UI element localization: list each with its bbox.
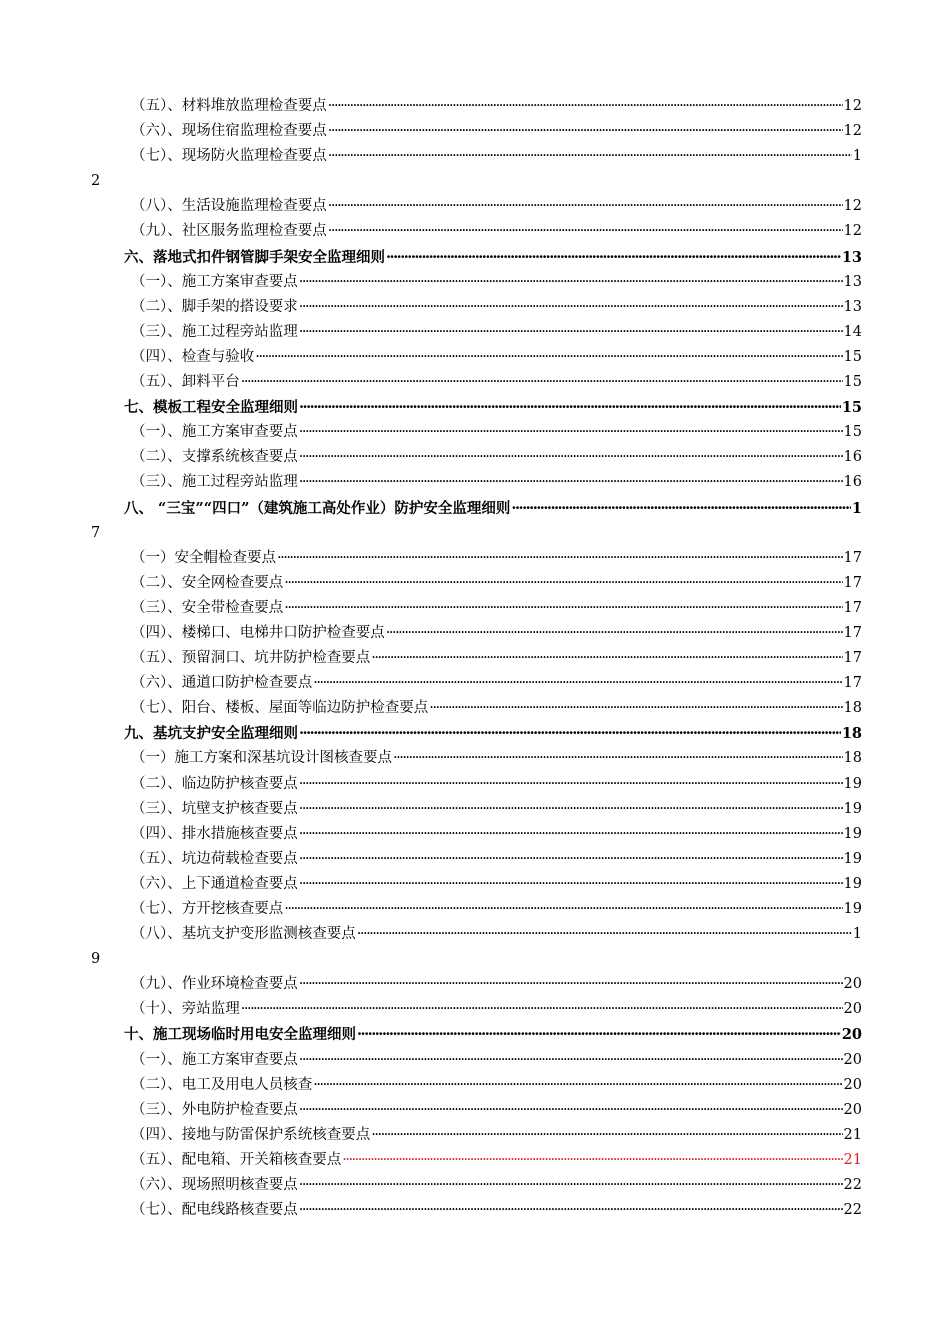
toc-entry[interactable] bbox=[131, 1173, 862, 1198]
toc-entry-title: （二）、安全网检查要点 bbox=[131, 574, 284, 591]
toc-line bbox=[0, 746, 950, 771]
toc-page-number: 16 bbox=[843, 449, 862, 466]
toc-line bbox=[0, 1048, 950, 1073]
toc-page-number: 21 bbox=[843, 1151, 862, 1168]
toc-page-number-continued: 9 bbox=[91, 951, 101, 968]
toc-entry[interactable] bbox=[131, 470, 862, 495]
toc-page-number: 12 bbox=[843, 123, 862, 140]
toc-page-number: 17 bbox=[843, 650, 862, 667]
toc-line bbox=[0, 1148, 950, 1173]
toc-entry-title: （二）、支撑系统核查要点 bbox=[131, 449, 298, 466]
toc-entry-title: （九）、作业环境检查要点 bbox=[131, 976, 298, 993]
dot-leader bbox=[299, 721, 841, 746]
toc-entry[interactable] bbox=[131, 295, 862, 320]
toc-entry[interactable] bbox=[131, 1148, 862, 1173]
toc-page-number: 15 bbox=[843, 424, 862, 441]
dot-leader bbox=[313, 1073, 842, 1098]
toc-line bbox=[0, 546, 950, 571]
toc-page-number: 17 bbox=[843, 624, 862, 641]
toc-line bbox=[0, 144, 950, 169]
dot-leader bbox=[328, 119, 843, 144]
toc-entry[interactable] bbox=[131, 144, 862, 169]
dot-leader bbox=[284, 571, 842, 596]
dot-leader bbox=[371, 1123, 842, 1148]
toc-entry-title: （八）、生活设施监理检查要点 bbox=[131, 198, 327, 215]
toc-entry[interactable] bbox=[131, 546, 862, 571]
toc-page-number: 12 bbox=[843, 198, 862, 215]
toc-entry[interactable] bbox=[131, 997, 862, 1022]
toc-entry-title: （三）、施工过程旁站监理 bbox=[131, 323, 298, 340]
toc-entry-title: （一）、施工方案审查要点 bbox=[131, 1051, 298, 1068]
toc-line bbox=[0, 1098, 950, 1123]
dot-leader bbox=[299, 1198, 843, 1223]
toc-section-entry[interactable] bbox=[124, 721, 862, 746]
toc-page-number: 20 bbox=[841, 1026, 862, 1044]
toc-page-number: 1 bbox=[852, 926, 862, 943]
toc-page-number: 19 bbox=[843, 875, 862, 892]
toc-line bbox=[0, 119, 950, 144]
toc-line bbox=[0, 295, 950, 320]
toc-line bbox=[0, 370, 950, 395]
toc-line bbox=[0, 621, 950, 646]
toc-page-number: 12 bbox=[843, 98, 862, 114]
toc-page-number: 19 bbox=[843, 825, 862, 842]
dot-leader bbox=[299, 797, 843, 822]
dot-leader bbox=[386, 245, 841, 270]
toc-entry-title: （一）安全帽检查要点 bbox=[131, 549, 276, 566]
toc-entry[interactable] bbox=[131, 671, 862, 696]
toc-section-entry[interactable] bbox=[124, 245, 862, 270]
toc-page-number: 15 bbox=[841, 399, 862, 417]
toc-line bbox=[0, 219, 950, 244]
toc-line bbox=[0, 395, 950, 420]
toc-entry-title: （三）、外电防护检查要点 bbox=[131, 1101, 298, 1118]
toc-entry-title: （八）、基坑支护变形监测核查要点 bbox=[131, 926, 356, 943]
toc-line bbox=[0, 696, 950, 721]
toc-page-number: 18 bbox=[841, 725, 862, 743]
toc-entry-title: （五）、材料堆放监理检查要点 bbox=[131, 98, 327, 114]
toc-line bbox=[0, 270, 950, 295]
dot-leader bbox=[299, 270, 843, 295]
toc-page-number: 22 bbox=[843, 1177, 862, 1194]
toc-page-number: 18 bbox=[843, 700, 862, 717]
toc-entry-title: （十）、旁站监理 bbox=[131, 1001, 240, 1018]
dot-leader bbox=[511, 496, 850, 521]
toc-entry[interactable] bbox=[131, 797, 862, 822]
toc-page-number: 13 bbox=[841, 248, 862, 266]
toc-page-number: 18 bbox=[843, 750, 862, 767]
dot-leader bbox=[328, 219, 843, 244]
toc-entry-title: （六）、上下通道检查要点 bbox=[131, 875, 298, 892]
toc-entry-title: （二）、脚手架的搭设要求 bbox=[131, 298, 298, 315]
toc-entry[interactable] bbox=[131, 872, 862, 897]
toc-line bbox=[0, 1073, 950, 1098]
toc-entry[interactable] bbox=[131, 1048, 862, 1073]
toc-line bbox=[0, 721, 950, 746]
toc-entry[interactable] bbox=[131, 94, 862, 119]
toc-entry[interactable] bbox=[131, 621, 862, 646]
toc-entry-title: （四）、楼梯口、电梯井口防护检查要点 bbox=[131, 624, 385, 641]
dot-leader bbox=[277, 546, 843, 571]
toc-line bbox=[0, 1022, 950, 1047]
toc-line bbox=[0, 194, 950, 219]
toc-page-number: 13 bbox=[843, 298, 862, 315]
toc-page-number: 21 bbox=[843, 1126, 862, 1143]
dot-leader bbox=[386, 621, 843, 646]
toc-line bbox=[0, 1198, 950, 1223]
toc-entry-title: （二）、临边防护核查要点 bbox=[131, 775, 298, 792]
toc-line bbox=[0, 1173, 950, 1198]
toc-entry-title: （七）、配电线路核查要点 bbox=[131, 1202, 298, 1219]
toc-entry-title: （三）、安全带检查要点 bbox=[131, 599, 284, 616]
toc-entry-title: （一）施工方案和深基坑设计图核查要点 bbox=[131, 750, 392, 767]
toc-entry[interactable] bbox=[131, 1198, 862, 1223]
toc-page-number: 20 bbox=[843, 1001, 862, 1018]
toc-line bbox=[0, 420, 950, 445]
dot-leader bbox=[299, 420, 843, 445]
dot-leader bbox=[299, 1098, 843, 1123]
toc-page-number: 14 bbox=[843, 323, 862, 340]
toc-entry[interactable] bbox=[131, 119, 862, 144]
toc-line bbox=[0, 646, 950, 671]
toc-entry[interactable] bbox=[131, 320, 862, 345]
toc-entry[interactable] bbox=[131, 646, 862, 671]
toc-entry-title: （六）、现场照明核查要点 bbox=[131, 1177, 298, 1194]
toc-entry[interactable] bbox=[131, 746, 862, 771]
toc-page-number-wrap bbox=[0, 169, 950, 194]
toc-entry-title: （三）、坑壁支护核查要点 bbox=[131, 800, 298, 817]
dot-leader bbox=[299, 295, 843, 320]
toc-page-number: 20 bbox=[843, 976, 862, 993]
toc-entry[interactable] bbox=[131, 270, 862, 295]
toc-line bbox=[0, 772, 950, 797]
toc-entry[interactable] bbox=[131, 696, 862, 721]
toc-entry-title: （七）、阳台、楼板、屋面等临边防护检查要点 bbox=[131, 700, 429, 717]
toc-line bbox=[0, 922, 950, 947]
toc-entry-title: （六）、通道口防护检查要点 bbox=[131, 675, 313, 692]
toc-entry-title: （七）、现场防火监理检查要点 bbox=[131, 148, 327, 165]
toc-entry-title: （四）、检查与验收 bbox=[131, 348, 255, 365]
toc-section-entry[interactable] bbox=[124, 1022, 862, 1047]
dot-leader bbox=[357, 1022, 841, 1047]
toc-line bbox=[0, 596, 950, 621]
toc-entry[interactable] bbox=[131, 194, 862, 219]
toc-entry[interactable] bbox=[131, 1098, 862, 1123]
toc-entry-title: （五）、预留洞口、坑井防护检查要点 bbox=[131, 650, 371, 667]
toc-entry-title: （四）、排水措施核查要点 bbox=[131, 825, 298, 842]
dot-leader bbox=[299, 320, 843, 345]
toc-entry-title: （二）、电工及用电人员核查 bbox=[131, 1076, 313, 1093]
dot-leader bbox=[284, 596, 842, 621]
dot-leader bbox=[313, 671, 842, 696]
toc-line bbox=[0, 671, 950, 696]
toc-entry[interactable] bbox=[131, 571, 862, 596]
toc-entry-title: （三）、施工过程旁站监理 bbox=[131, 474, 298, 491]
toc-page-number: 15 bbox=[843, 374, 862, 391]
dot-leader bbox=[299, 395, 841, 420]
dot-leader bbox=[342, 1148, 842, 1173]
dot-leader bbox=[328, 144, 852, 169]
toc-entry[interactable] bbox=[131, 972, 862, 997]
toc-page-number: 16 bbox=[843, 474, 862, 491]
toc-line bbox=[0, 897, 950, 922]
toc-entry-title: （五）、卸料平台 bbox=[131, 374, 240, 391]
toc-line bbox=[0, 496, 950, 521]
toc-line bbox=[0, 320, 950, 345]
toc-entry-title: （六）、现场住宿监理检查要点 bbox=[131, 123, 327, 140]
toc-entry-title: （一）、施工方案审查要点 bbox=[131, 273, 298, 290]
toc-entry-title: 九、基坑支护安全监理细则 bbox=[124, 725, 298, 743]
dot-leader bbox=[299, 772, 843, 797]
toc-page-number: 13 bbox=[843, 273, 862, 290]
dot-leader bbox=[255, 345, 842, 370]
dot-leader bbox=[429, 696, 842, 721]
toc-line bbox=[0, 245, 950, 270]
toc-line bbox=[0, 797, 950, 822]
toc-line bbox=[0, 872, 950, 897]
dot-leader bbox=[299, 872, 843, 897]
dot-leader bbox=[328, 94, 843, 119]
toc-page-number: 1 bbox=[852, 148, 862, 165]
toc-section-entry[interactable] bbox=[124, 496, 862, 521]
toc-page-number: 17 bbox=[843, 599, 862, 616]
toc-page-number-wrap bbox=[0, 521, 950, 546]
toc-line bbox=[0, 972, 950, 997]
toc-page-number: 1 bbox=[851, 499, 862, 517]
toc-entry[interactable] bbox=[131, 897, 862, 922]
toc-page-number-wrap bbox=[0, 947, 950, 972]
toc-page-number: 12 bbox=[843, 223, 862, 240]
toc-line bbox=[0, 470, 950, 495]
toc-page-number: 15 bbox=[843, 348, 862, 365]
dot-leader bbox=[299, 972, 843, 997]
toc-line bbox=[0, 1123, 950, 1148]
toc-page-number: 19 bbox=[843, 901, 862, 917]
toc-line bbox=[0, 847, 950, 872]
toc-entry[interactable] bbox=[131, 445, 862, 470]
dot-leader bbox=[357, 922, 852, 947]
table-of-contents bbox=[0, 94, 950, 1223]
toc-entry-title: 七、模板工程安全监理细则 bbox=[124, 399, 298, 417]
toc-entry[interactable] bbox=[131, 219, 862, 244]
toc-entry-title: （五）、配电箱、开关箱核查要点 bbox=[131, 1151, 342, 1168]
toc-entry[interactable] bbox=[131, 822, 862, 847]
toc-entry[interactable] bbox=[131, 922, 862, 947]
dot-leader bbox=[299, 470, 843, 495]
dot-leader bbox=[393, 746, 843, 771]
dot-leader bbox=[284, 897, 842, 922]
toc-line bbox=[0, 94, 950, 119]
toc-entry-title: （七）、方开挖核查要点 bbox=[131, 901, 284, 917]
toc-page-number: 20 bbox=[843, 1101, 862, 1118]
toc-entry-title: 六、落地式扣件钢管脚手架安全监理细则 bbox=[124, 248, 385, 266]
toc-line bbox=[0, 822, 950, 847]
dot-leader bbox=[328, 194, 843, 219]
toc-page-number: 19 bbox=[843, 775, 862, 792]
toc-page-number-continued: 2 bbox=[91, 173, 101, 190]
toc-line bbox=[0, 345, 950, 370]
toc-page-number: 17 bbox=[843, 549, 862, 566]
toc-line bbox=[0, 997, 950, 1022]
toc-entry[interactable] bbox=[131, 1073, 862, 1098]
dot-leader bbox=[299, 445, 843, 470]
toc-entry[interactable] bbox=[131, 847, 862, 872]
dot-leader bbox=[299, 1048, 843, 1073]
toc-entry[interactable] bbox=[131, 1123, 862, 1148]
dot-leader bbox=[241, 997, 843, 1022]
dot-leader bbox=[299, 847, 843, 872]
toc-entry[interactable] bbox=[131, 345, 862, 370]
toc-entry-title: 十、施工现场临时用电安全监理细则 bbox=[124, 1026, 356, 1044]
toc-page-number: 20 bbox=[843, 1076, 862, 1093]
toc-entry[interactable] bbox=[131, 596, 862, 621]
toc-entry[interactable] bbox=[131, 370, 862, 395]
toc-entry[interactable] bbox=[131, 772, 862, 797]
toc-page-number: 17 bbox=[843, 675, 862, 692]
toc-line bbox=[0, 445, 950, 470]
toc-page-number-continued: 7 bbox=[91, 524, 101, 541]
dot-leader bbox=[299, 822, 843, 847]
toc-entry-title: （九）、社区服务监理检查要点 bbox=[131, 223, 327, 240]
toc-page-number: 19 bbox=[843, 850, 862, 867]
toc-section-entry[interactable] bbox=[124, 395, 862, 420]
toc-page-number: 20 bbox=[843, 1051, 862, 1068]
toc-entry-title: （四）、接地与防雷保护系统核查要点 bbox=[131, 1126, 371, 1143]
dot-leader bbox=[241, 370, 843, 395]
toc-entry-title: （一）、施工方案审查要点 bbox=[131, 424, 298, 441]
toc-page-number: 22 bbox=[843, 1202, 862, 1219]
toc-page-number: 17 bbox=[843, 574, 862, 591]
toc-entry-title: （五）、坑边荷载检查要点 bbox=[131, 850, 298, 867]
toc-entry[interactable] bbox=[131, 420, 862, 445]
toc-line bbox=[0, 571, 950, 596]
dot-leader bbox=[371, 646, 842, 671]
toc-entry-title: 八、 “三宝”“四口”（建筑施工高处作业）防护安全监理细则 bbox=[124, 499, 511, 517]
toc-page-number: 19 bbox=[843, 800, 862, 817]
dot-leader bbox=[299, 1173, 843, 1198]
